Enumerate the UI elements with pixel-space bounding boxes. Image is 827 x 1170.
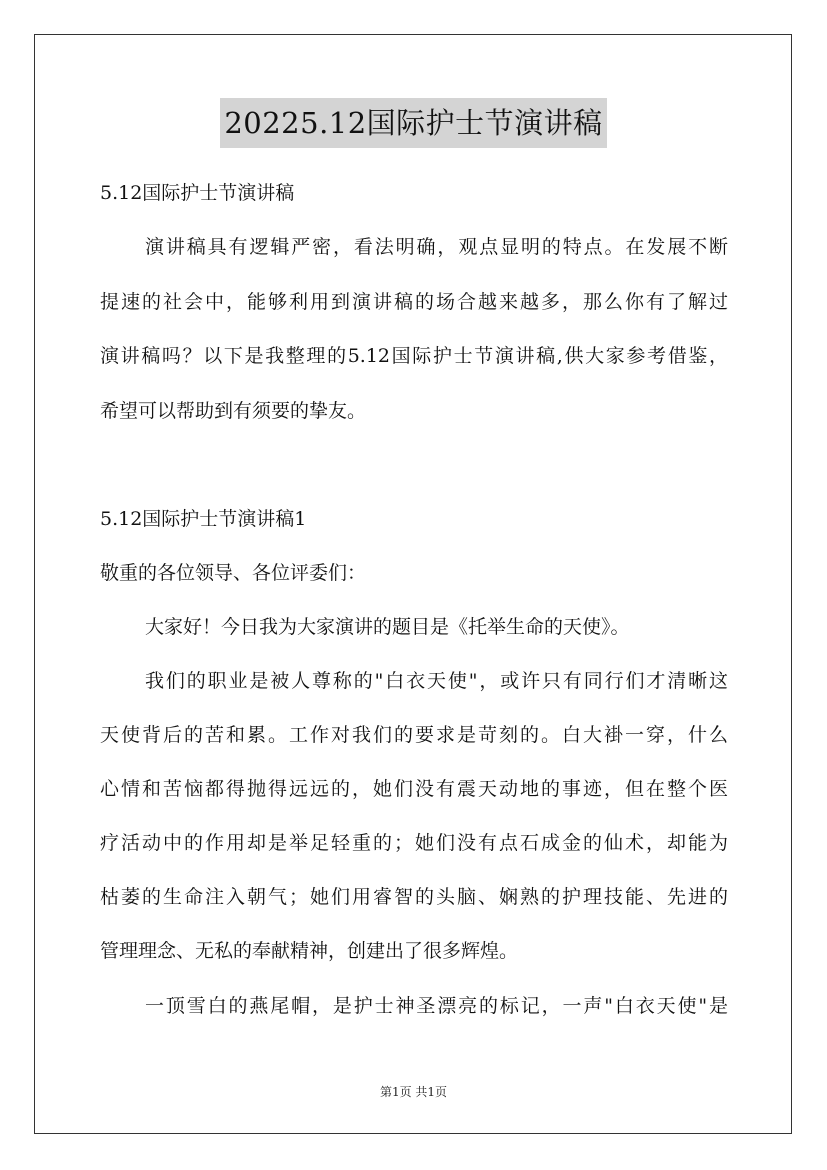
salutation: 敬重的各位领导、各位评委们：	[100, 562, 367, 584]
section-heading: 5.12国际护士节演讲稿1	[100, 508, 307, 530]
paragraph-line: 疗活动中的作用却是举足轻重的；她们没有点石成金的仙术，却能为	[100, 832, 728, 854]
paragraph-line: 我们的职业是被人尊称的"白衣天使"，或许只有同行们才清晰这	[145, 670, 728, 692]
document-subtitle: 5.12国际护士节演讲稿	[100, 182, 295, 204]
paragraph-line: 心情和苦恼都得抛得远远的，她们没有震天动地的事迹，但在整个医	[100, 778, 728, 800]
paragraph-line: 演讲稿具有逻辑严密，看法明确，观点显明的特点。在发展不断	[145, 236, 728, 258]
paragraph-line: 演讲稿吗？以下是我整理的5.12国际护士节演讲稿,供大家参考借鉴，	[100, 345, 728, 367]
paragraph-line: 希望可以帮助到有须要的挚友。	[100, 400, 367, 422]
page-footer: 第1页 共1页	[379, 1085, 448, 1099]
paragraph-line: 大家好！今日我为大家演讲的题目是《托举生命的天使》。	[145, 616, 630, 638]
paragraph-line: 天使背后的苦和累。工作对我们的要求是苛刻的。白大褂一穿，什么	[100, 724, 728, 746]
document-title: 20225.12国际护士节演讲稿	[220, 98, 606, 148]
paragraph-line: 提速的社会中，能够利用到演讲稿的场合越来越多，那么你有了解过	[100, 291, 728, 313]
paragraph-line: 枯萎的生命注入朝气；她们用睿智的头脑、娴熟的护理技能、先进的	[100, 886, 728, 908]
paragraph-line: 管理理念、无私的奉献精神，创建出了很多辉煌。	[100, 940, 519, 962]
paragraph-line: 一顶雪白的燕尾帽，是护士神圣漂亮的标记，一声"白衣天使"是	[145, 995, 728, 1017]
title-container	[0, 98, 827, 148]
